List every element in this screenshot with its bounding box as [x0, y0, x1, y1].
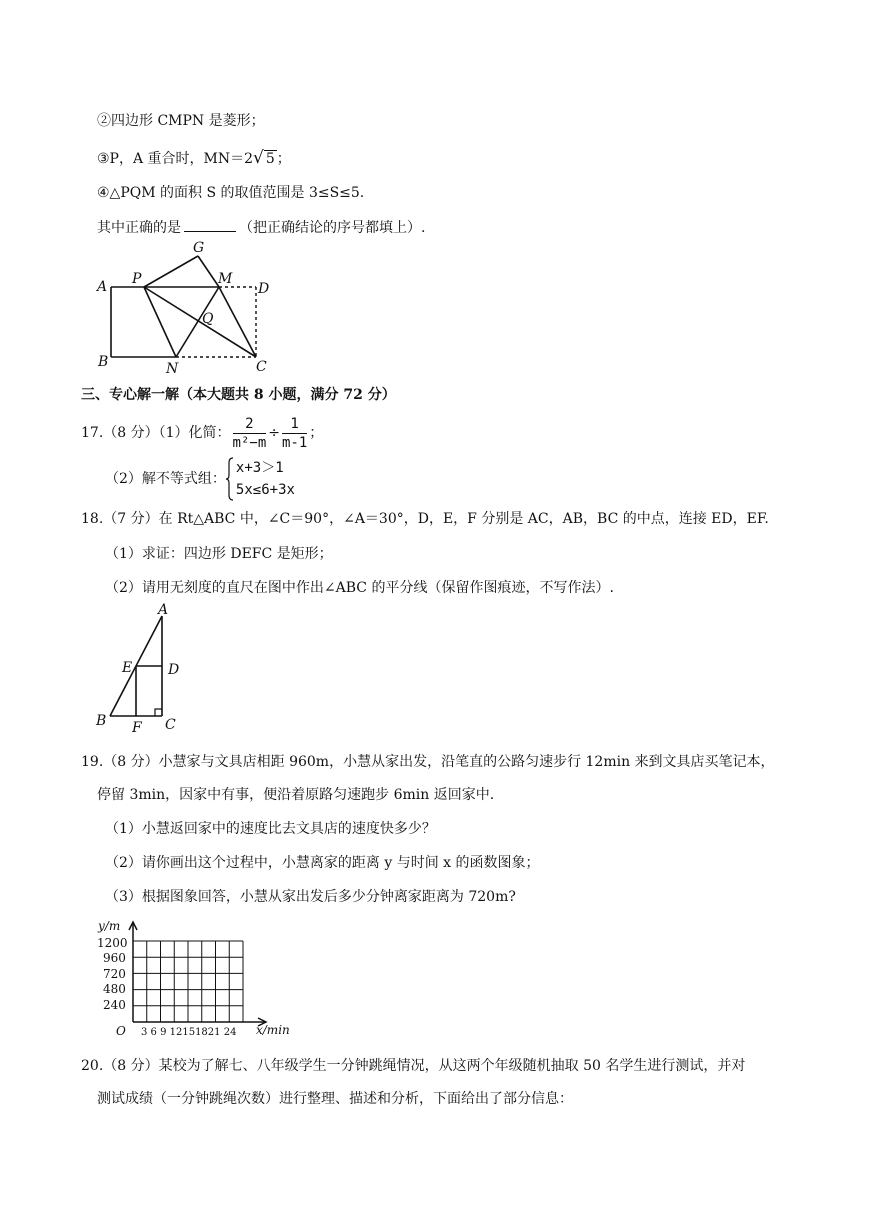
q17-part2-label: （2）解不等式组： [105, 471, 226, 487]
label-B: B [98, 354, 109, 370]
y-tick-1200: 1200 [97, 936, 128, 950]
q17-head: 17.（8 分）（1）化简： [81, 425, 231, 441]
answer-prompt-text: 其中正确的是 [97, 220, 181, 236]
sqrt-radicand: 5 [265, 151, 275, 167]
y-tick-720: 720 [103, 967, 126, 981]
x-axis-label: x/min [256, 1023, 290, 1037]
fraction-2-denominator: m-1 [281, 434, 308, 451]
statement-3-end: ； [276, 151, 291, 167]
answer-prompt [97, 217, 425, 238]
question-19-part3: （3）根据图象回答，小慧从家出发后多少分钟离家距离为 720m? [105, 889, 516, 905]
label-E: E [122, 660, 133, 676]
x-tick-labels: 3 6 9 12151821 24 [141, 1027, 237, 1038]
fraction-1-numerator: 2 [233, 415, 267, 434]
question-19-part2: （2）请你画出这个过程中，小慧离家的距离 y 与时间 x 的函数图象； [105, 855, 540, 871]
right-angle-mark [155, 709, 162, 716]
y-axis-label: y/m [98, 919, 121, 933]
label-N: N [166, 361, 179, 376]
q17-tail: ； [309, 425, 324, 441]
edge-GM [198, 256, 219, 287]
label-F: F [132, 720, 142, 733]
y-tick-480: 480 [103, 982, 126, 996]
rectangle-fold-figure [90, 236, 280, 376]
label-D: D [258, 281, 270, 297]
label-A: A [158, 603, 169, 618]
inequality-system [226, 457, 295, 501]
question-18-part1: （1）求证：四边形 DEFC 是矩形； [105, 546, 333, 562]
fraction-2-numerator: 1 [282, 415, 307, 434]
label-C: C [165, 717, 176, 733]
y-tick-960: 960 [103, 951, 126, 965]
statement-3 [97, 148, 291, 169]
section-heading: 三、专心解一解（本大题共 8 小题，满分 72 分） [81, 387, 396, 403]
label-P: P [132, 271, 142, 287]
label-A: A [97, 279, 108, 295]
right-triangle-figure [90, 603, 190, 733]
label-C: C [256, 359, 267, 375]
edge-MC [219, 287, 256, 357]
label-G: G [193, 240, 205, 256]
question-19-line2: 停留 3min，因家中有事，便沿着原路匀速跑步 6min 返回家中. [97, 787, 495, 803]
question-20-line1: 20.（8 分）某校为了解七、八年级学生一分钟跳绳情况，从这两个年级随机抽取 50 名学生进行测试，并对 [81, 1058, 746, 1074]
answer-prompt-tail: （把正确结论的序号都填上）. [239, 220, 426, 236]
fraction-1-denominator: m²−m [232, 434, 267, 451]
question-18: 18.（7 分）在 Rt△ABC 中，∠C＝90°，∠A＝30°，D，E，F 分别是 AC，AB，BC 的中点，连接 ED，EF. [81, 511, 769, 527]
label-M: M [218, 271, 233, 287]
statement-2: ②四边形 CMPN 是菱形； [97, 113, 265, 129]
question-19-line1: 19.（8 分）小慧家与文具店相距 960m，小慧从家出发，沿笔直的公路匀速步行 12min 来到文具店买笔记本， [81, 754, 775, 770]
divide-sign: ÷ [268, 425, 280, 441]
label-D: D [168, 662, 180, 678]
fraction-1 [233, 415, 267, 452]
question-19-part1: （1）小慧返回家中的速度比去文具店的速度快多少？ [105, 821, 436, 837]
question-18-part2: （2）请用无刻度的直尺在图中作出∠ABC 的平分线（保留作图痕迹，不写作法）. [105, 580, 614, 596]
edge-PG [144, 256, 198, 287]
inequality-1: x+3＞1 [235, 460, 284, 476]
brace-icon [226, 457, 234, 501]
inequality-2: 5x≤6+3x [235, 482, 295, 498]
distance-time-grid [88, 918, 298, 1043]
question-17-part2 [105, 455, 295, 503]
label-B: B [96, 713, 107, 729]
statement-4: ④△PQM 的面积 S 的取值范围是 3≤S≤5. [97, 185, 365, 201]
statement-3-text: ③P，A 重合时，MN＝2 [97, 151, 254, 167]
question-20-line2: 测试成绩（一分钟跳绳次数）进行整理、描述和分析，下面给出了部分信息： [97, 1091, 573, 1107]
label-Q: Q [202, 311, 214, 327]
y-tick-240: 240 [103, 998, 126, 1012]
origin-label: O [116, 1024, 126, 1038]
fraction-2 [282, 415, 307, 452]
question-17 [81, 413, 323, 453]
answer-blank[interactable] [184, 217, 236, 232]
sqrt-symbol: √ [253, 148, 264, 168]
